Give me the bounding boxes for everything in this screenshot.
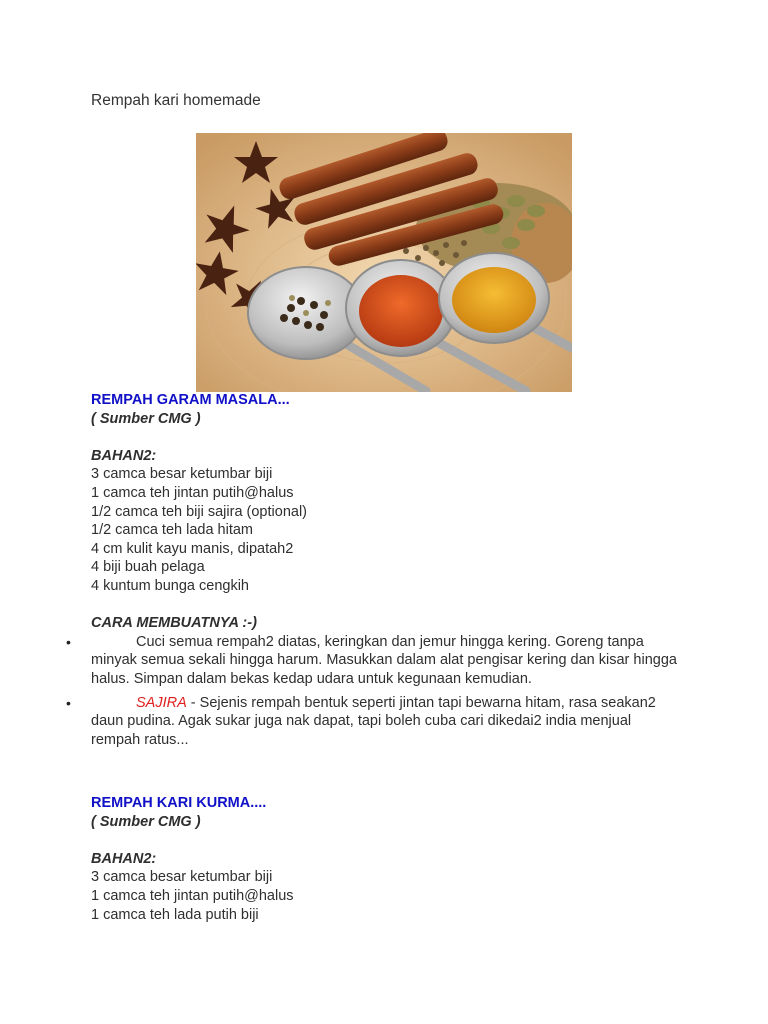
ingredient-item: 4 cm kulit kayu manis, dipatah2 [91, 540, 294, 557]
ingredient-item: 4 kuntum bunga cengkih [91, 577, 249, 594]
ingredient-list [91, 465, 681, 595]
ingredient-item: 1/2 camca teh biji sajira (optional) [91, 503, 307, 520]
recipe-source: ( Sumber CMG ) [91, 813, 201, 830]
sajira-highlight: SAJIRA [136, 694, 187, 711]
method-step [66, 633, 681, 689]
method-step-list [66, 633, 681, 750]
ingredient-item: 1 camca teh lada putih biji [91, 906, 259, 923]
recipe-garam-masala [66, 391, 681, 754]
step-text: Cuci semua rempah2 diatas, keringkan dan jemur hingga kering. Goreng tanpa minyak semua sekali hingga harum. Masukkan dalam alat pengisar kering dan kisar hingga halus. Simpan dalam bekas kedap udara untuk kegunaan kemudian. [91, 633, 677, 687]
ingredients-heading: BAHAN2: [91, 850, 157, 867]
ingredients-heading: BAHAN2: [91, 447, 157, 464]
recipe-source: ( Sumber CMG ) [91, 410, 201, 427]
bullet-icon: • [66, 633, 71, 650]
ingredient-item: 3 camca besar ketumbar biji [91, 466, 273, 483]
bullet-icon: • [66, 694, 71, 711]
recipe-title: REMPAH KARI KURMA.... [91, 795, 267, 811]
method-heading: CARA MEMBUATNYA :-) [91, 615, 257, 632]
ingredient-item: 1 camca teh jintan putih@halus [91, 887, 294, 904]
ingredient-item: 4 biji buah pelaga [91, 559, 205, 576]
ingredient-item: 3 camca besar ketumbar biji [91, 869, 273, 886]
recipe-kari-kurma [91, 794, 681, 924]
recipe-title: REMPAH GARAM MASALA... [91, 392, 290, 408]
step-text: - Sejenis rempah bentuk seperti jintan tapi bewarna hitam, rasa seakan2 daun pudina. Agak sukar juga nak dapat, tapi boleh cuba cari dikedai2 india menjual rempah ratus... [91, 694, 656, 748]
ingredient-item: 1/2 camca teh lada hitam [91, 522, 254, 539]
spices-photo [196, 133, 572, 392]
ingredient-item: 1 camca teh jintan putih@halus [91, 484, 294, 501]
ingredient-list [91, 868, 681, 924]
page-title: Rempah kari homemade [91, 92, 261, 109]
method-step [66, 694, 681, 750]
